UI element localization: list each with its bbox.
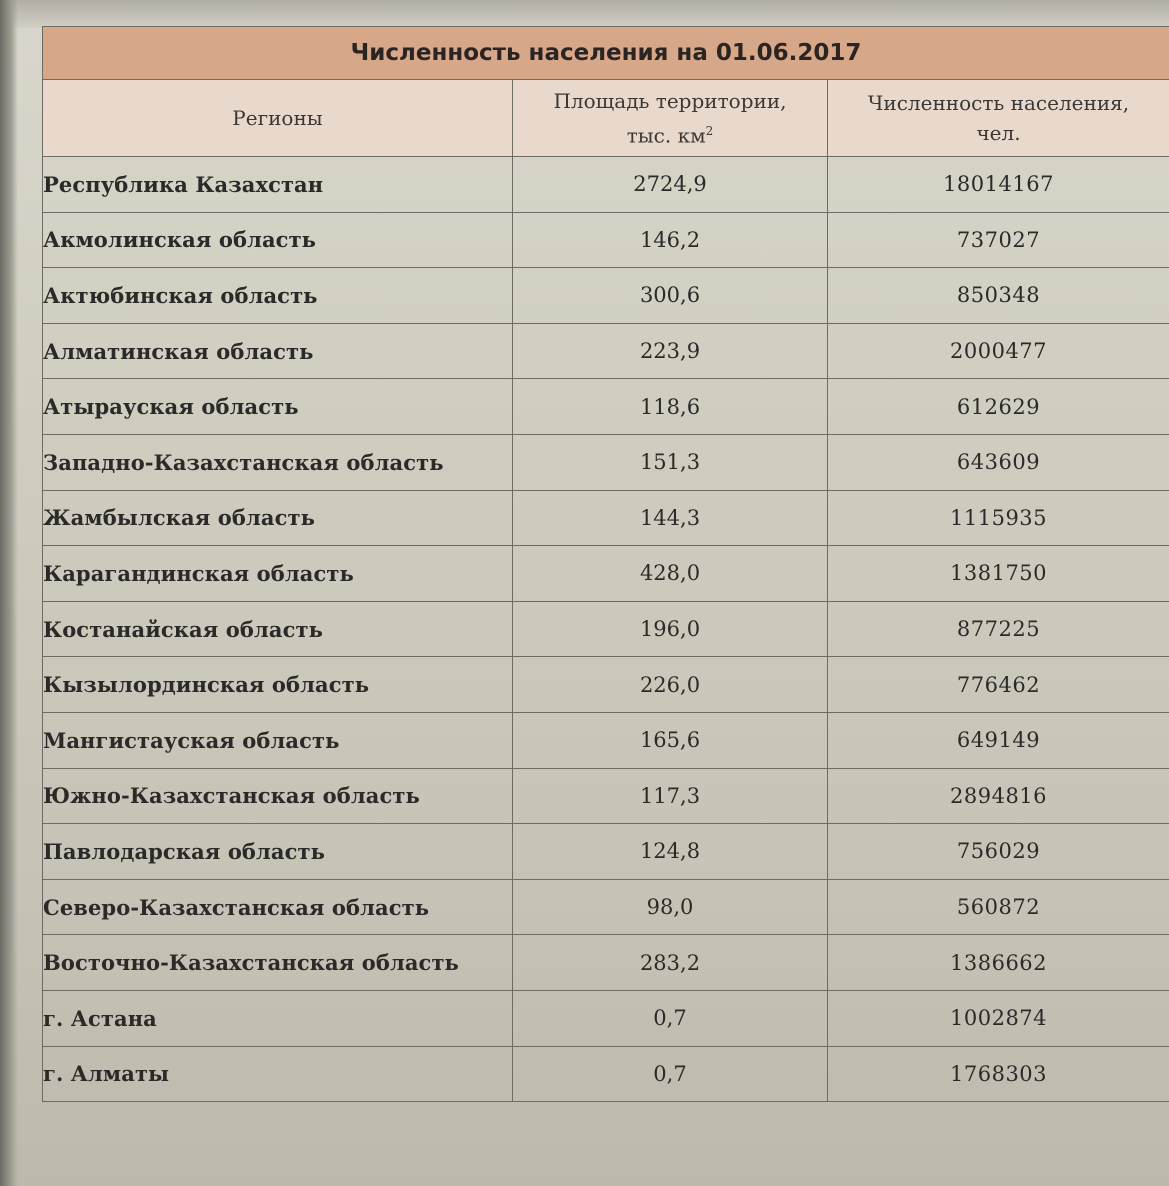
- population-cell: 776462: [828, 657, 1169, 713]
- population-cell: 1768303: [828, 1046, 1169, 1102]
- region-cell: Восточно-Казахстанская область: [43, 935, 513, 991]
- region-cell: Кызылординская область: [43, 657, 513, 713]
- table-row: [43, 990, 1169, 1046]
- area-cell: 124,8: [513, 824, 828, 880]
- area-cell: 117,3: [513, 768, 828, 824]
- population-cell: 2894816: [828, 768, 1169, 824]
- table-row: [43, 157, 1169, 213]
- header-regions-label: Регионы: [232, 106, 323, 130]
- table-row: [43, 323, 1169, 379]
- region-cell: г. Астана: [43, 990, 513, 1046]
- population-cell: 850348: [828, 268, 1169, 324]
- header-population-line1: Численность населения,: [867, 91, 1130, 115]
- population-cell: 1386662: [828, 935, 1169, 991]
- table-row: [43, 935, 1169, 991]
- region-cell: Карагандинская область: [43, 546, 513, 602]
- table-header-row: [43, 80, 1169, 157]
- table-row: [43, 212, 1169, 268]
- table-row: [43, 768, 1169, 824]
- population-cell: 1002874: [828, 990, 1169, 1046]
- area-cell: 165,6: [513, 712, 828, 768]
- region-cell: Акмолинская область: [43, 212, 513, 268]
- table-row: [43, 546, 1169, 602]
- population-table: [42, 26, 1169, 1102]
- region-cell: Актюбинская область: [43, 268, 513, 324]
- population-cell: 612629: [828, 379, 1169, 435]
- table-row: [43, 879, 1169, 935]
- population-table-wrap: [42, 26, 1169, 1122]
- header-regions: [43, 80, 513, 157]
- header-population: [828, 80, 1169, 157]
- area-cell: 223,9: [513, 323, 828, 379]
- table-row: [43, 379, 1169, 435]
- table-row: [43, 657, 1169, 713]
- region-cell: Западно-Казахстанская область: [43, 434, 513, 490]
- population-cell: 737027: [828, 212, 1169, 268]
- population-cell: 1381750: [828, 546, 1169, 602]
- region-cell: Северо-Казахстанская область: [43, 879, 513, 935]
- area-cell: 2724,9: [513, 157, 828, 213]
- region-cell: Атырауская область: [43, 379, 513, 435]
- area-cell: 151,3: [513, 434, 828, 490]
- page-top-band: [0, 0, 1169, 28]
- area-cell: 0,7: [513, 1046, 828, 1102]
- population-cell: 756029: [828, 824, 1169, 880]
- area-cell: 428,0: [513, 546, 828, 602]
- region-cell: Костанайская область: [43, 601, 513, 657]
- population-cell: 649149: [828, 712, 1169, 768]
- table-row: [43, 490, 1169, 546]
- area-cell: 98,0: [513, 879, 828, 935]
- population-cell: 1115935: [828, 490, 1169, 546]
- area-cell: 283,2: [513, 935, 828, 991]
- area-cell: 146,2: [513, 212, 828, 268]
- area-cell: 0,7: [513, 990, 828, 1046]
- region-cell: Южно-Казахстанская область: [43, 768, 513, 824]
- population-cell: 877225: [828, 601, 1169, 657]
- table-row: [43, 712, 1169, 768]
- population-cell: 560872: [828, 879, 1169, 935]
- region-cell: Мангистауская область: [43, 712, 513, 768]
- area-cell: 144,3: [513, 490, 828, 546]
- header-population-line2: чел.: [976, 121, 1021, 145]
- table-row: [43, 824, 1169, 880]
- table-title-row: [43, 27, 1169, 80]
- table-title: Численность населения на 01.06.2017: [43, 27, 1169, 80]
- area-cell: 226,0: [513, 657, 828, 713]
- region-cell: Жамбылская область: [43, 490, 513, 546]
- table-row: [43, 601, 1169, 657]
- header-area-sup: 2: [705, 123, 714, 138]
- table-row: [43, 434, 1169, 490]
- population-cell: 643609: [828, 434, 1169, 490]
- page-edge-shadow: [0, 0, 18, 1186]
- region-cell: Алматинская область: [43, 323, 513, 379]
- area-cell: 118,6: [513, 379, 828, 435]
- table-row: [43, 1046, 1169, 1102]
- header-area-line2: тыс. км: [626, 123, 706, 148]
- table-row: [43, 268, 1169, 324]
- region-cell: Павлодарская область: [43, 824, 513, 880]
- header-area-line1: Площадь территории,: [553, 88, 787, 113]
- population-cell: 18014167: [828, 157, 1169, 213]
- area-cell: 196,0: [513, 601, 828, 657]
- population-cell: 2000477: [828, 323, 1169, 379]
- region-cell: Республика Казахстан: [43, 157, 513, 213]
- area-cell: 300,6: [513, 268, 828, 324]
- header-area: [513, 80, 828, 157]
- table-body: [43, 157, 1169, 1102]
- region-cell: г. Алматы: [43, 1046, 513, 1102]
